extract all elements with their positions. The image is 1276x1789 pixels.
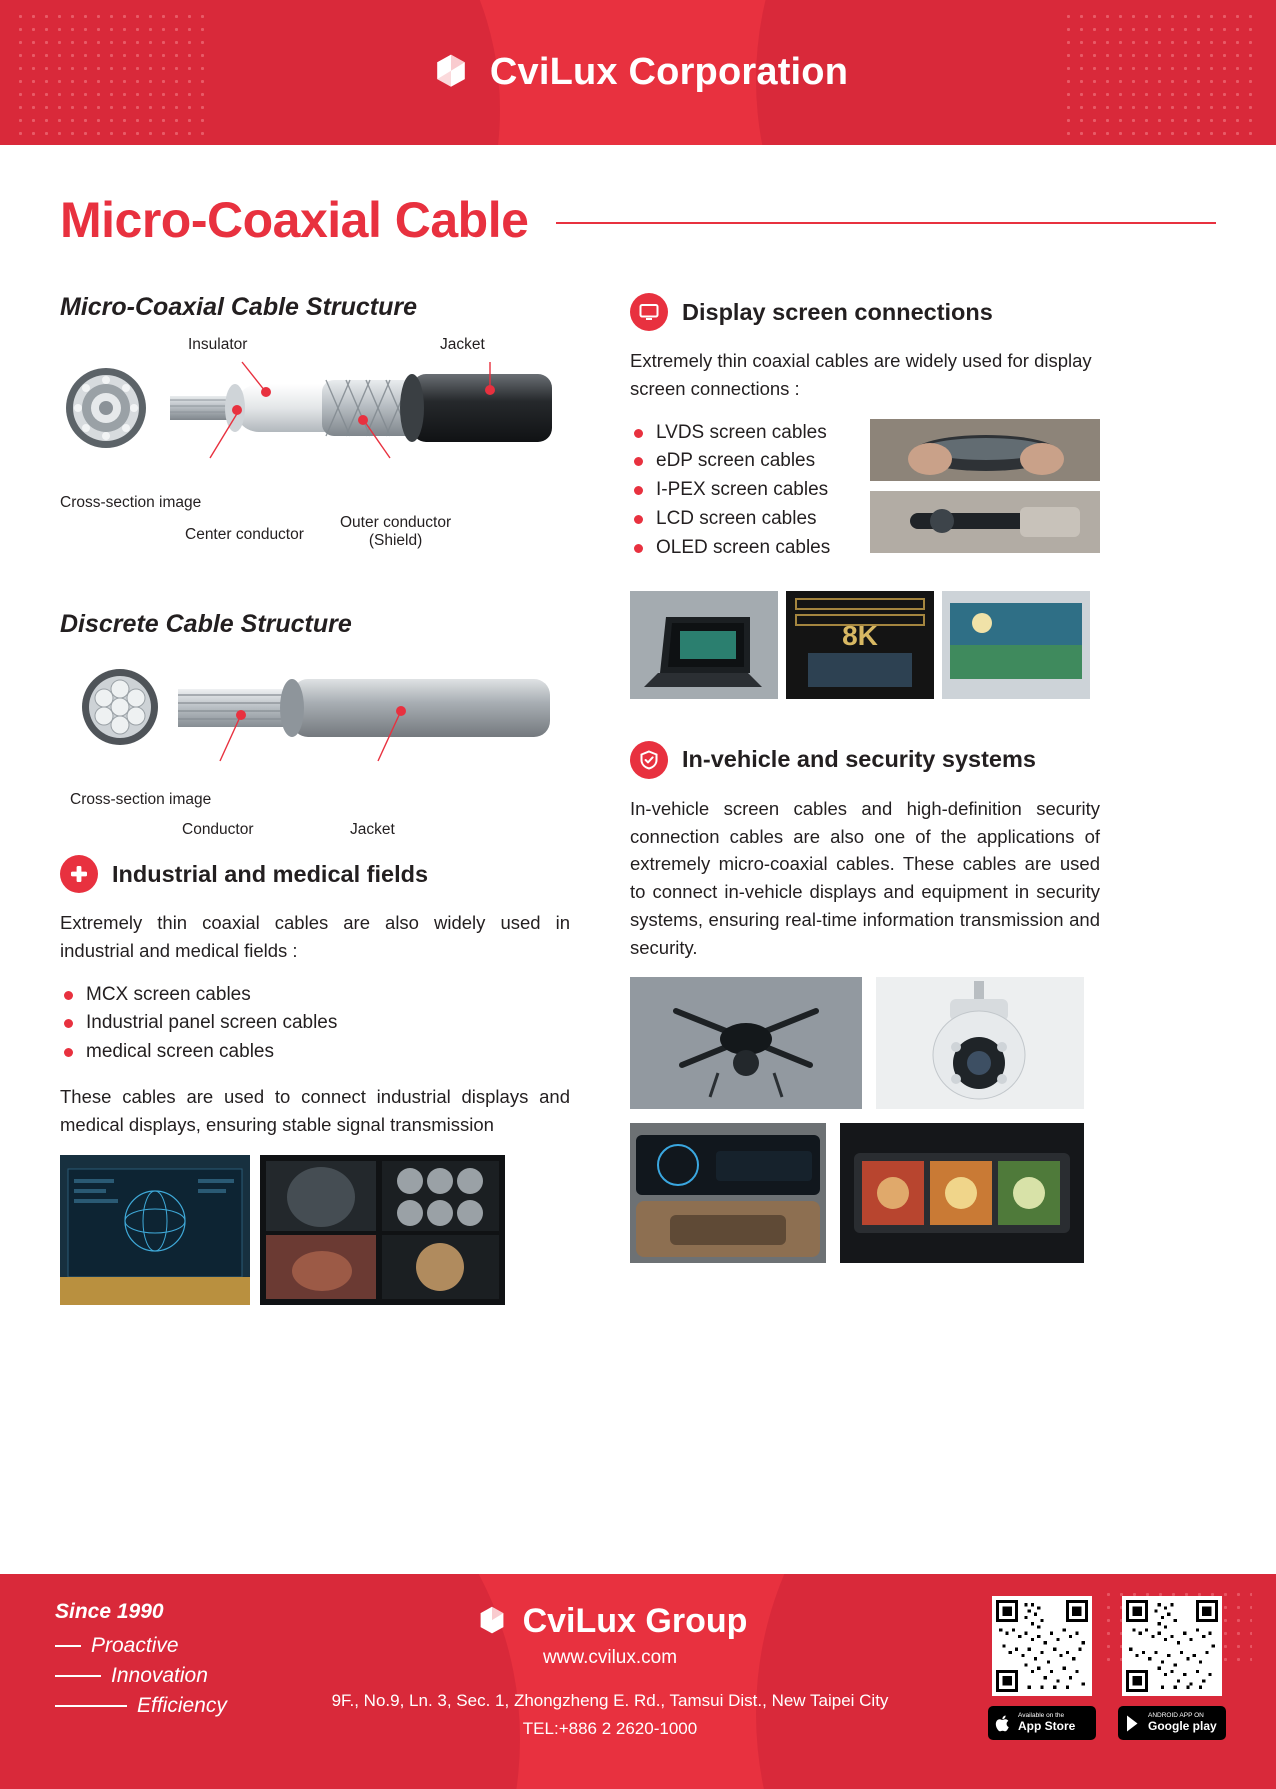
label-jacket-discrete: Jacket bbox=[350, 821, 395, 838]
industrial-images bbox=[60, 1155, 570, 1305]
industrial-control-room-display-photo bbox=[60, 1155, 250, 1305]
cvilux-hexagon-logo-icon bbox=[428, 50, 474, 96]
drone-photo bbox=[630, 977, 862, 1109]
display-heading-text: Display screen connections bbox=[682, 298, 993, 325]
footer-brand-row bbox=[330, 1602, 890, 1641]
list-item: I-PEX screen cables bbox=[630, 476, 848, 505]
slogan-text: Efficiency bbox=[137, 1694, 227, 1717]
medical-imaging-display-photo bbox=[260, 1155, 505, 1305]
list-item: LVDS screen cables bbox=[630, 419, 848, 448]
display-section-heading bbox=[630, 293, 1100, 331]
vehicle-images-top bbox=[630, 977, 1100, 1109]
medical-cross-icon bbox=[60, 855, 98, 893]
label-insulator: Insulator bbox=[188, 336, 248, 353]
google-play-button[interactable] bbox=[1118, 1706, 1226, 1740]
label-cross-section-discrete: Cross-section image bbox=[70, 791, 212, 808]
app-store-small-label: Available on the bbox=[1018, 1712, 1065, 1720]
qr-col-appstore bbox=[988, 1596, 1096, 1740]
industrial-heading-text: Industrial and medical fields bbox=[112, 860, 429, 887]
vehicle-images-bottom bbox=[630, 1123, 1100, 1263]
industrial-section-heading bbox=[60, 855, 570, 893]
slogan-text: Proactive bbox=[91, 1634, 179, 1657]
discrete-cable-diagram bbox=[60, 653, 570, 843]
micro-coaxial-diagram bbox=[60, 336, 570, 576]
footer-website[interactable]: www.cvilux.com bbox=[542, 1647, 678, 1668]
app-store-button[interactable] bbox=[988, 1706, 1096, 1740]
smart-glasses-photo bbox=[870, 491, 1100, 553]
display-intro: Extremely thin coaxial cables are widely used for display screen connections : bbox=[630, 350, 1092, 399]
google-play-small-label: ANDROID APP ON bbox=[1148, 1712, 1204, 1720]
slogan-dash bbox=[55, 1705, 127, 1707]
page-title: Micro-Coaxial Cable bbox=[60, 192, 529, 248]
label-cross-section-micro: Cross-section image bbox=[60, 494, 202, 511]
google-play-label: Google play bbox=[1148, 1719, 1217, 1734]
industrial-bullet-list bbox=[60, 981, 570, 1068]
vehicle-section-heading bbox=[630, 741, 1100, 779]
slogan-dash bbox=[55, 1675, 101, 1677]
label-jacket-micro: Jacket bbox=[440, 336, 485, 353]
svg-text:8K: 8K bbox=[842, 619, 878, 651]
slogan-text: Innovation bbox=[111, 1664, 208, 1687]
header-company-name: CviLux Corporation bbox=[489, 51, 849, 93]
vehicle-heading-text: In-vehicle and security systems bbox=[682, 746, 1036, 773]
micro-coaxial-cable-illustration bbox=[60, 336, 570, 486]
slogan-row-2 bbox=[55, 1664, 325, 1688]
label-center-conductor: Center conductor bbox=[185, 526, 304, 543]
8k-display-photo bbox=[786, 591, 934, 699]
discrete-structure-heading: Discrete Cable Structure bbox=[60, 610, 352, 638]
label-conductor: Conductor bbox=[182, 821, 254, 838]
since-text: Since 1990 bbox=[55, 1600, 164, 1623]
display-image-strip bbox=[630, 591, 1100, 699]
display-bullet-list bbox=[630, 419, 848, 563]
shield-check-icon bbox=[630, 741, 668, 779]
car-dashboard-display-photo bbox=[630, 1123, 826, 1263]
footer-group-name: CviLux Group bbox=[522, 1602, 748, 1640]
left-column bbox=[60, 293, 570, 1305]
list-item: medical screen cables bbox=[60, 1038, 570, 1067]
footer-telephone: TEL:+886 2 2620-1000 bbox=[522, 1719, 698, 1738]
since-block bbox=[55, 1600, 325, 1724]
list-item: OLED screen cables bbox=[630, 534, 848, 563]
page-title-row bbox=[60, 191, 1216, 249]
industrial-outro: These cables are used to connect industrial displays and medical displays, ensuring stable signal transmission bbox=[60, 1086, 570, 1135]
footer-qr-block bbox=[988, 1596, 1226, 1740]
qr-col-googleplay bbox=[1118, 1596, 1226, 1740]
micro-structure-heading: Micro-Coaxial Cable Structure bbox=[60, 293, 418, 321]
right-column bbox=[630, 293, 1100, 1305]
apple-icon bbox=[995, 1714, 1012, 1733]
cvilux-hexagon-logo-icon bbox=[473, 1603, 511, 1641]
vehicle-body: In-vehicle screen cables and high-definition security connection cables are also one of the applications of extremely micro-coaxial cables. These cables are used to connect in-vehicle displays and equipment in security systems, ensuring real-time information transmission and security. bbox=[630, 797, 1100, 958]
laptop-photo bbox=[630, 591, 778, 699]
discrete-cable-illustration bbox=[60, 653, 570, 783]
page-footer bbox=[0, 1574, 1276, 1789]
qr-code-cvilux-2[interactable] bbox=[1122, 1596, 1222, 1696]
label-outer-conductor: Outer conductor (Shield) bbox=[340, 514, 452, 549]
list-item: eDP screen cables bbox=[630, 447, 848, 476]
slogan-row-1 bbox=[55, 1634, 325, 1658]
app-store-label: App Store bbox=[1018, 1719, 1076, 1734]
page-header bbox=[0, 0, 1276, 145]
list-item: MCX screen cables bbox=[60, 981, 570, 1010]
ptz-security-camera-photo bbox=[876, 977, 1084, 1109]
digital-signage-display-photo bbox=[840, 1123, 1084, 1263]
industrial-intro: Extremely thin coaxial cables are also widely used in industrial and medical fields : bbox=[60, 912, 570, 961]
slogan-row-3 bbox=[55, 1694, 325, 1718]
play-triangle-icon bbox=[1125, 1714, 1142, 1733]
footer-center-block bbox=[330, 1602, 890, 1739]
video-wall-photo bbox=[942, 591, 1090, 699]
ar-headset-photo bbox=[870, 419, 1100, 481]
display-content-row bbox=[630, 419, 1100, 579]
list-item: LCD screen cables bbox=[630, 505, 848, 534]
page-body bbox=[0, 145, 1276, 1305]
monitor-icon bbox=[630, 293, 668, 331]
qr-code-cvilux-1[interactable] bbox=[992, 1596, 1092, 1696]
title-divider bbox=[556, 222, 1216, 224]
slogan-dash bbox=[55, 1645, 81, 1647]
footer-address: 9F., No.9, Ln. 3, Sec. 1, Zhongzheng E. Rd., Tamsui Dist., New Taipei City bbox=[331, 1691, 889, 1710]
list-item: Industrial panel screen cables bbox=[60, 1009, 570, 1038]
